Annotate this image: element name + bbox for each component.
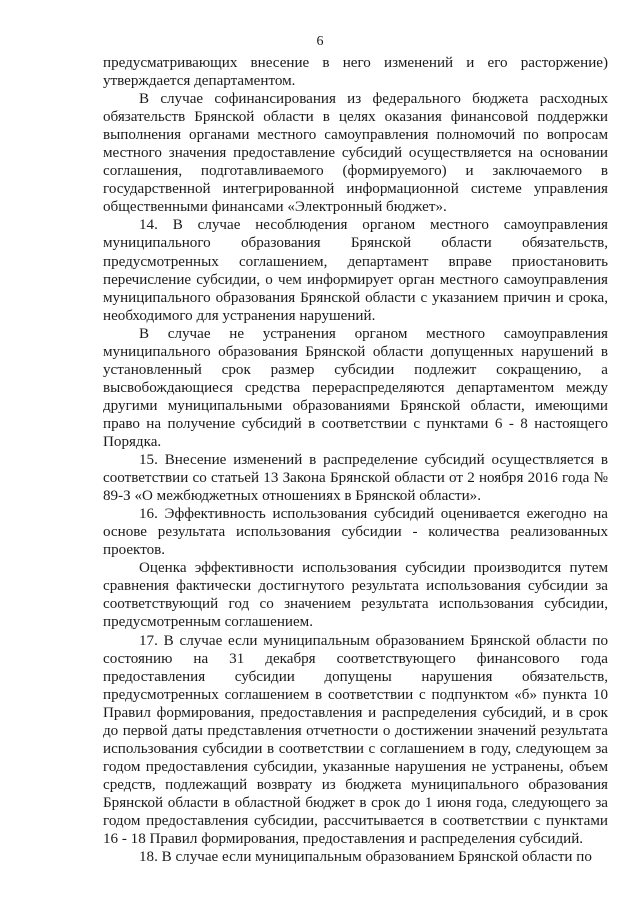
paragraph-16: 16. Эффективность использования субсидий оценивается ежегодно на основе результата использования субсидии - количества реализованных проектов. — [103, 506, 608, 559]
page-number: 6 — [316, 34, 324, 49]
paragraph-18: 18. В случае если муниципальным образованием Брянской области по — [139, 849, 592, 866]
document-body — [103, 54, 608, 866]
paragraph-15: 15. Внесение изменений в распределение субсидий осуществляется в соответствии со статьей 13 Закона Брянской области от 2 ноября 2016 года № 89-З «О межбюджетных отношениях в Брянской области». — [103, 452, 608, 505]
paragraph-cofinancing: В случае софинансирования из федерального бюджета расходных обязательств Брянской области в целях оказания финансовой поддержки выполнения органами местного самоуправления полномочий по вопросам местного значения предоставление субсидий осуществляется на основании соглашения, подготавливаемого (формируемого) и заключаемого в государственной интегрированной информационной системе управления общественными финансами «Электронный бюджет». — [103, 91, 608, 216]
paragraph-14-continued: В случае не устранения органом местного самоуправления муниципального образования Брянской области допущенных нарушений в установленный срок размер субсидии подлежит сокращению, а высвобождающиеся средства перераспределяются департаментом между другими муниципальными образованиями Брянской области, имеющими право на получение субсидий в соответствии с пунктами 6 - 8 настоящего Порядка. — [103, 325, 608, 450]
paragraph-17: 17. В случае если муниципальным образованием Брянской области по состоянию на 31 декабря соответствующего финансового года предоставления субсидии допущены нарушения обязательств, предусмотренных соглашением в соответствии с подпунктом «б» пункта 10 Правил формирования, предоставления и распределения субсидий, и в срок до первой даты представления отчетности о достижении значений результата использования субсидии в соответствии с соглашением в году, следующем за годом предоставления субсидии, указанные нарушения не устранены, объем средств, подлежащий возврату из бюджета муниципального образования Брянской области в областной бюджет в срок до 1 июня года, следующего за годом предоставления субсидии, рассчитывается в соответствии с пунктами 16 - 18 Правил формирования, предоставления и распределения субсидий. — [103, 632, 608, 848]
paragraph-continuation: предусматривающих внесение в него изменений и его расторжение) утверждается департаментом. — [103, 55, 608, 90]
paragraph-14: 14. В случае несоблюдения органом местного самоуправления муниципального образования Брянской области обязательств, предусмотренных соглашением, департамент вправе приостановить перечисление субсидии, о чем информирует орган местного самоуправления муниципального образования Брянской области с указанием причин и срока, необходимого для устранения нарушений. — [103, 217, 608, 324]
paragraph-16-evaluation: Оценка эффективности использования субсидии производится путем сравнения фактически достигнутого результата использования субсидии за соответствующий год со значением результата использования субсидии, предусмотренным соглашением. — [103, 560, 608, 631]
